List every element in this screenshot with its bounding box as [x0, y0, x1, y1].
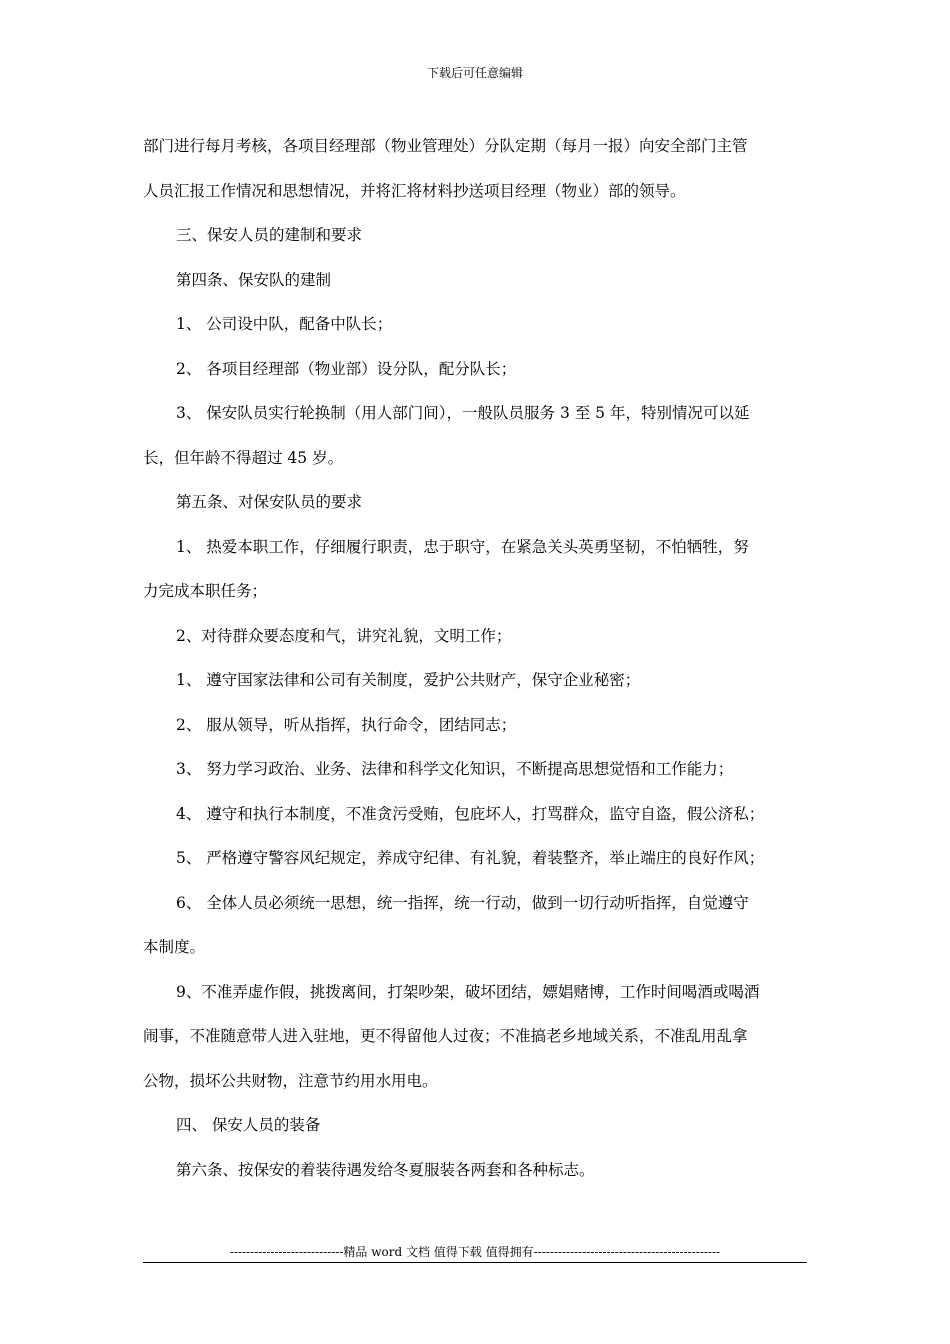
section-heading: 三、保安人员的建制和要求	[176, 226, 363, 244]
list-item: 9、不准弄虚作假，挑拨离间，打架吵架，破坏团结，嫖娼赌博，工作时间喝酒或喝酒	[176, 982, 760, 1001]
footer-rule	[143, 1262, 807, 1263]
body-line: 长，但年龄不得超过 45 岁。	[143, 448, 344, 467]
article-heading: 第五条、对保安队员的要求	[176, 493, 363, 511]
list-item: 2、对待群众要态度和气，讲究礼貌，文明工作；	[176, 626, 512, 645]
list-item: 2、 各项目经理部（物业部）设分队，配分队长；	[176, 359, 517, 378]
body-line: 力完成本职任务；	[143, 582, 268, 600]
article-heading: 第四条、保安队的建制	[176, 270, 332, 289]
list-item: 4、 遵守和执行本制度，不准贪污受贿，包庇坏人，打骂群众，监守自盗，假公济私；	[176, 804, 765, 823]
body-line: 本制度。	[143, 938, 206, 956]
list-item: 5、 严格遵守警容风纪规定，养成守纪律、有礼貌，着装整齐，举止端庄的良好作风；	[176, 849, 765, 867]
page-header: 下载后可任意编辑	[426, 66, 523, 80]
document-body	[143, 124, 807, 1192]
list-item: 1、 遵守国家法律和公司有关制度，爱护公共财产，保守企业秘密；	[176, 671, 641, 689]
body-line: 闹事，不准随意带人进入驻地，更不得留他人过夜；不准搞老乡地域关系，不准乱用乱拿	[143, 1027, 748, 1045]
section-heading: 四、 保安人员的装备	[176, 1116, 321, 1134]
page-footer: ----------------------------精品 word 文档 值得下载 值得拥有----------------------------------------------	[229, 1245, 721, 1259]
list-item: 2、 服从领导，听从指挥，执行命令，团结同志；	[176, 715, 517, 734]
list-item: 1、 公司设中队，配备中队长；	[176, 315, 393, 333]
list-item: 6、 全体人员必须统一思想，统一指挥，统一行动，做到一切行动听指挥，自觉遵守	[176, 893, 749, 912]
list-item: 1、 热爱本职工作，仔细履行职责，忠于职守，在紧急关头英勇坚韧，不怕牺牲，努	[176, 537, 749, 556]
list-item: 3、 努力学习政治、业务、法律和科学文化知识，不断提高思想觉悟和工作能力；	[176, 760, 734, 778]
body-line: 人员汇报工作情况和思想情况，并将汇将材料抄送项目经理（物业）部的领导。	[143, 181, 686, 200]
body-line: 公物，损坏公共财物，注意节约用水用电。	[143, 1071, 438, 1090]
article-heading: 第六条、按保安的着装待遇发给冬夏服装各两套和各种标志。	[176, 1160, 595, 1179]
body-line: 部门进行每月考核，各项目经理部（物业管理处）分队定期（每月一报）向安全部门主管	[143, 137, 748, 155]
list-item: 3、 保安队员实行轮换制（用人部门间），一般队员服务 3 至 5 年，特别情况可以延	[176, 404, 750, 422]
